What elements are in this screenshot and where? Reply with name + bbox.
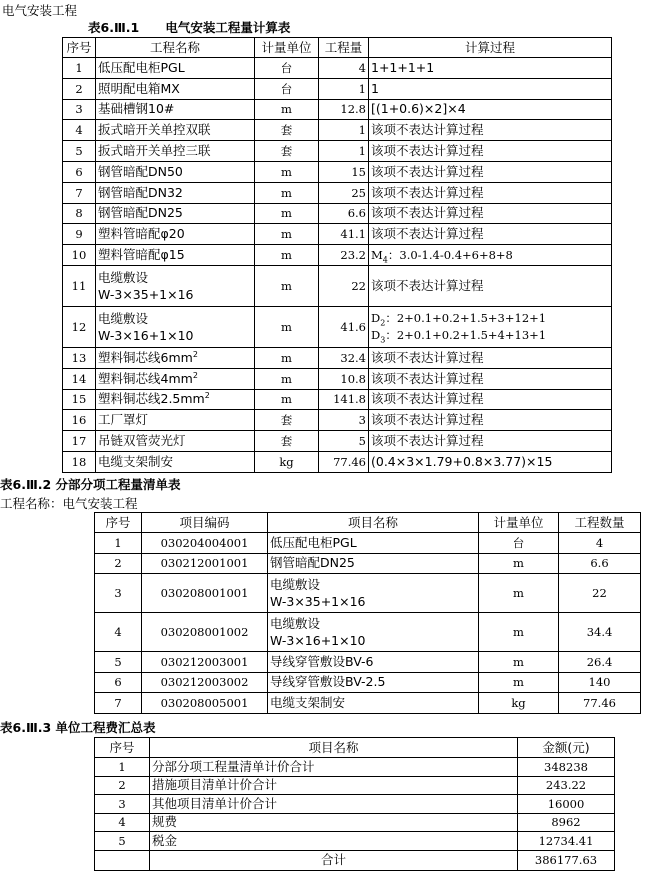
row-number: 6 xyxy=(63,161,96,182)
unit: 套 xyxy=(255,410,319,431)
calculation xyxy=(369,451,612,472)
calculation xyxy=(369,245,612,266)
table-row xyxy=(95,693,641,714)
item-name xyxy=(96,203,255,224)
unit: m xyxy=(479,672,559,693)
unit: m xyxy=(255,245,319,266)
item-name-text: 吊链双管荧光灯 xyxy=(98,433,186,449)
item-code: 030212003001 xyxy=(142,652,268,673)
row-number: 4 xyxy=(95,813,150,832)
item-name-text: 电缆支架制安 xyxy=(270,694,346,710)
item-name-text: 电缆支架制安 xyxy=(98,453,174,469)
amount: 12734.41 xyxy=(518,832,615,851)
page-header: 电气安装工程 xyxy=(2,3,78,18)
table-row xyxy=(63,182,612,203)
item-name-text: 钢管暗配DN25 xyxy=(270,555,355,571)
table-row xyxy=(63,161,612,182)
unit: m xyxy=(255,203,319,224)
unit: kg xyxy=(255,451,319,472)
item-code: 030212003002 xyxy=(142,672,268,693)
item-name-text: 电缆敷设 xyxy=(270,616,321,631)
item-name xyxy=(96,58,255,79)
table-row xyxy=(95,574,641,613)
item-name xyxy=(96,141,255,162)
item-name xyxy=(268,693,479,714)
table-row xyxy=(63,120,612,141)
quantity: 34.4 xyxy=(559,613,641,652)
item-name xyxy=(96,347,255,368)
item-name xyxy=(96,99,255,120)
calculation xyxy=(369,141,612,162)
unit: m xyxy=(255,306,319,347)
quantity: 22 xyxy=(319,265,369,306)
superscript: 2 xyxy=(192,370,198,380)
row-number: 5 xyxy=(95,832,150,851)
quantity: 41.1 xyxy=(319,224,369,245)
table-row xyxy=(63,224,612,245)
item-name-text: 钢管暗配DN25 xyxy=(98,205,183,221)
item-name-text: 塑料铜芯线6mm xyxy=(98,349,193,365)
quantity: 26.4 xyxy=(559,652,641,673)
item-name-text: 导线穿管敷设BV-2.5 xyxy=(270,674,386,690)
table-row xyxy=(63,58,612,79)
row-number: 3 xyxy=(95,795,150,814)
superscript: 2 xyxy=(192,349,198,359)
table-row xyxy=(63,265,612,306)
item-code: 030208005001 xyxy=(142,693,268,714)
item-code: 030208001001 xyxy=(142,574,268,613)
row-number: 18 xyxy=(63,451,96,472)
row-number: 1 xyxy=(63,58,96,79)
row-number: 17 xyxy=(63,431,96,452)
calc-subscript: 3 xyxy=(380,335,386,345)
item-name-text: 照明配电箱MX xyxy=(98,80,180,96)
row-number: 8 xyxy=(63,203,96,224)
quantity: 22 xyxy=(559,574,641,613)
calculation-text: 该项不表达计算过程 xyxy=(371,163,484,179)
row-number: 1 xyxy=(95,533,142,554)
row-number: 1 xyxy=(95,758,150,777)
unit: m xyxy=(255,347,319,368)
calculation xyxy=(369,410,612,431)
table-row xyxy=(63,431,612,452)
calculation xyxy=(369,389,612,410)
item-name xyxy=(96,161,255,182)
item-name-text: 塑料铜芯线4mm xyxy=(98,370,193,386)
calculation-text: 该项不表达计算过程 xyxy=(371,277,484,293)
calculation-text: 1 xyxy=(371,80,379,96)
row-number: 3 xyxy=(95,574,142,613)
table-row xyxy=(95,795,615,814)
calc-prefix: M xyxy=(371,248,383,263)
unit: 台 xyxy=(255,58,319,79)
table-row xyxy=(95,813,615,832)
table2-project-name: 工程名称：电气安装工程 xyxy=(0,496,138,511)
calculation xyxy=(369,265,612,306)
quantity: 1 xyxy=(319,141,369,162)
quantity: 77.46 xyxy=(319,451,369,472)
item-code: 030212001001 xyxy=(142,553,268,574)
col-header-calc: 计算过程 xyxy=(369,38,612,58)
table-row xyxy=(95,613,641,652)
table-row xyxy=(63,78,612,99)
calc-expression: ：2+0.1+0.2+1.5+4+13+1 xyxy=(385,327,547,342)
quantity: 41.6 xyxy=(319,306,369,347)
row-number: 2 xyxy=(95,776,150,795)
unit: m xyxy=(479,574,559,613)
cable-spec: W-3×35+1×16 xyxy=(98,286,194,302)
item-name xyxy=(96,451,255,472)
col-header-qty: 工程数量 xyxy=(559,513,641,533)
table3-title: 表6.Ⅲ.3 单位工程费汇总表 xyxy=(0,720,156,735)
item-name-text: 电缆敷设 xyxy=(98,269,149,285)
item-name xyxy=(96,389,255,410)
unit: m xyxy=(255,389,319,410)
unit: m xyxy=(255,182,319,203)
item-name-text: 工厂罩灯 xyxy=(98,412,149,428)
calc-subscript: 4 xyxy=(382,255,388,265)
calculation-text: 该项不表达计算过程 xyxy=(371,143,484,159)
calculation-text: [(1+0.6)×2]×4 xyxy=(371,101,466,117)
quantity: 4 xyxy=(559,533,641,554)
unit: m xyxy=(479,652,559,673)
row-number: 9 xyxy=(63,224,96,245)
unit: m xyxy=(255,161,319,182)
item-name xyxy=(96,306,255,347)
quantity-calculation-table xyxy=(62,37,612,473)
item-name xyxy=(268,533,479,554)
quantity: 4 xyxy=(319,58,369,79)
cost-summary-table xyxy=(94,737,615,871)
item-name: 措施项目清单计价合计 xyxy=(150,776,518,795)
unit: m xyxy=(479,553,559,574)
item-name xyxy=(268,672,479,693)
quantity: 1 xyxy=(319,78,369,99)
calculation-text: 该项不表达计算过程 xyxy=(371,370,484,386)
calc-subscript: 2 xyxy=(380,318,386,328)
unit: m xyxy=(255,224,319,245)
item-name-text: 低压配电柜PGL xyxy=(98,59,185,75)
row-number: 13 xyxy=(63,347,96,368)
item-name: 分部分项工程量清单计价合计 xyxy=(150,758,518,777)
item-name-text: 电缆敷设 xyxy=(98,310,149,326)
calculation-text: 该项不表达计算过程 xyxy=(371,184,484,200)
table-row xyxy=(63,451,612,472)
item-name: 其他项目清单计价合计 xyxy=(150,795,518,814)
col-header-qty: 工程量 xyxy=(319,38,369,58)
unit: m xyxy=(255,99,319,120)
item-name-text: 扳式暗开关单控双联 xyxy=(98,122,211,138)
calculation-text: 该项不表达计算过程 xyxy=(371,226,484,242)
row-number: 14 xyxy=(63,368,96,389)
calculation-text: 1+1+1+1 xyxy=(371,59,435,75)
calculation xyxy=(369,78,612,99)
col-header-name: 项目名称 xyxy=(268,513,479,533)
calculation xyxy=(369,161,612,182)
superscript: 2 xyxy=(204,391,210,401)
unit: m xyxy=(255,368,319,389)
table-row xyxy=(63,306,612,347)
col-header-amount: 金额(元) xyxy=(518,738,615,758)
item-name xyxy=(96,431,255,452)
table-row xyxy=(95,758,615,777)
quantity: 140 xyxy=(559,672,641,693)
item-name xyxy=(96,224,255,245)
item-name xyxy=(96,410,255,431)
calculation xyxy=(369,120,612,141)
amount: 16000 xyxy=(518,795,615,814)
table-row xyxy=(63,203,612,224)
total-amount: 386177.63 xyxy=(518,850,615,870)
table-row xyxy=(63,389,612,410)
row-number: 10 xyxy=(63,245,96,266)
unit: 套 xyxy=(255,120,319,141)
calculation-text: 该项不表达计算过程 xyxy=(371,122,484,138)
item-name xyxy=(268,652,479,673)
col-header-unit: 计量单位 xyxy=(479,513,559,533)
calculation-text: 该项不表达计算过程 xyxy=(371,433,484,449)
row-number: 12 xyxy=(63,306,96,347)
row-number: 5 xyxy=(63,141,96,162)
row-number: 7 xyxy=(95,693,142,714)
calculation-text: (0.4×3×1.79+0.8×3.77)×15 xyxy=(371,453,553,469)
row-number: 4 xyxy=(95,613,142,652)
quantity: 77.46 xyxy=(559,693,641,714)
table-row xyxy=(95,672,641,693)
row-number: 15 xyxy=(63,389,96,410)
calculation xyxy=(369,58,612,79)
quantity: 3 xyxy=(319,410,369,431)
col-header-name: 工程名称 xyxy=(96,38,255,58)
item-name xyxy=(268,574,479,613)
calc-expression: ：2+0.1+0.2+1.5+3+12+1 xyxy=(385,310,547,325)
item-name xyxy=(96,245,255,266)
row-number: 6 xyxy=(95,672,142,693)
total-label: 合计 xyxy=(150,850,518,870)
unit: m xyxy=(255,265,319,306)
row-number: 4 xyxy=(63,120,96,141)
quantity: 141.8 xyxy=(319,389,369,410)
unit: 套 xyxy=(255,431,319,452)
calculation-text: 该项不表达计算过程 xyxy=(371,412,484,428)
item-name-text: 低压配电柜PGL xyxy=(270,534,357,550)
item-name-text: 基础槽钢10# xyxy=(98,101,175,117)
quantity: 25 xyxy=(319,182,369,203)
item-name xyxy=(268,553,479,574)
calculation xyxy=(369,347,612,368)
item-name: 税金 xyxy=(150,832,518,851)
table2-title: 表6.Ⅲ.2 分部分项工程量清单表 xyxy=(0,477,181,492)
quantity: 5 xyxy=(319,431,369,452)
item-code: 030208001002 xyxy=(142,613,268,652)
col-header-no: 序号 xyxy=(95,513,142,533)
cable-spec: W-3×35+1×16 xyxy=(270,594,366,609)
quantity: 15 xyxy=(319,161,369,182)
item-name xyxy=(268,613,479,652)
col-header-no: 序号 xyxy=(95,738,150,758)
item-name-text: 钢管暗配DN32 xyxy=(98,184,183,200)
col-header-no: 序号 xyxy=(63,38,96,58)
amount: 348238 xyxy=(518,758,615,777)
calculation xyxy=(369,368,612,389)
quantity: 1 xyxy=(319,120,369,141)
unit: 台 xyxy=(255,78,319,99)
quantity: 6.6 xyxy=(559,553,641,574)
row-number: 3 xyxy=(63,99,96,120)
amount: 8962 xyxy=(518,813,615,832)
table-row xyxy=(63,245,612,266)
amount: 243.22 xyxy=(518,776,615,795)
table-row xyxy=(95,652,641,673)
table1-title: 表6.Ⅲ.1 电气安装工程量计算表 xyxy=(88,20,291,35)
calculation-text: 该项不表达计算过程 xyxy=(371,391,484,407)
col-header-name: 项目名称 xyxy=(150,738,518,758)
col-header-code: 项目编码 xyxy=(142,513,268,533)
calculation xyxy=(369,203,612,224)
calculation xyxy=(369,431,612,452)
item-name xyxy=(96,182,255,203)
item-name xyxy=(96,265,255,306)
calc-expression: ：3.0-1.4-0.4+6+8+8 xyxy=(387,248,513,263)
quantity: 6.6 xyxy=(319,203,369,224)
table-row xyxy=(95,832,615,851)
table-row xyxy=(95,553,641,574)
item-name: 规费 xyxy=(150,813,518,832)
row-number: 5 xyxy=(95,652,142,673)
unit: 套 xyxy=(255,141,319,162)
total-row xyxy=(95,850,615,870)
bill-of-quantities-table xyxy=(94,512,641,714)
row-number: 11 xyxy=(63,265,96,306)
item-name xyxy=(96,78,255,99)
quantity: 10.8 xyxy=(319,368,369,389)
row-number: 2 xyxy=(95,553,142,574)
item-code: 030204004001 xyxy=(142,533,268,554)
unit: m xyxy=(479,613,559,652)
item-name-text: 电缆敷设 xyxy=(270,577,321,592)
unit: 台 xyxy=(479,533,559,554)
quantity: 23.2 xyxy=(319,245,369,266)
cable-spec: W-3×16+1×10 xyxy=(98,327,194,343)
row-number: 2 xyxy=(63,78,96,99)
table-row xyxy=(63,410,612,431)
item-name-text: 塑料管暗配φ15 xyxy=(98,247,185,263)
calculation xyxy=(369,182,612,203)
table-row xyxy=(63,368,612,389)
calculation-text: 该项不表达计算过程 xyxy=(371,349,484,365)
calculation xyxy=(369,306,612,347)
row-number: 16 xyxy=(63,410,96,431)
table-row xyxy=(63,347,612,368)
item-name xyxy=(96,120,255,141)
calculation xyxy=(369,224,612,245)
item-name-text: 钢管暗配DN50 xyxy=(98,163,183,179)
cable-spec: W-3×16+1×10 xyxy=(270,633,366,648)
item-name-text: 塑料铜芯线2.5mm xyxy=(98,391,205,407)
unit: kg xyxy=(479,693,559,714)
table-row xyxy=(95,776,615,795)
calculation-text: 该项不表达计算过程 xyxy=(371,205,484,221)
item-name-text: 扳式暗开关单控三联 xyxy=(98,143,211,159)
row-number: 7 xyxy=(63,182,96,203)
table-row xyxy=(95,533,641,554)
quantity: 32.4 xyxy=(319,347,369,368)
empty-cell xyxy=(95,850,150,870)
calc-prefix: D xyxy=(371,327,381,342)
table-row xyxy=(63,99,612,120)
item-name xyxy=(96,368,255,389)
item-name-text: 导线穿管敷设BV-6 xyxy=(270,653,374,669)
item-name-text: 塑料管暗配φ20 xyxy=(98,226,185,242)
calc-prefix: D xyxy=(371,310,381,325)
quantity: 12.8 xyxy=(319,99,369,120)
col-header-unit: 计量单位 xyxy=(255,38,319,58)
calculation xyxy=(369,99,612,120)
table-row xyxy=(63,141,612,162)
